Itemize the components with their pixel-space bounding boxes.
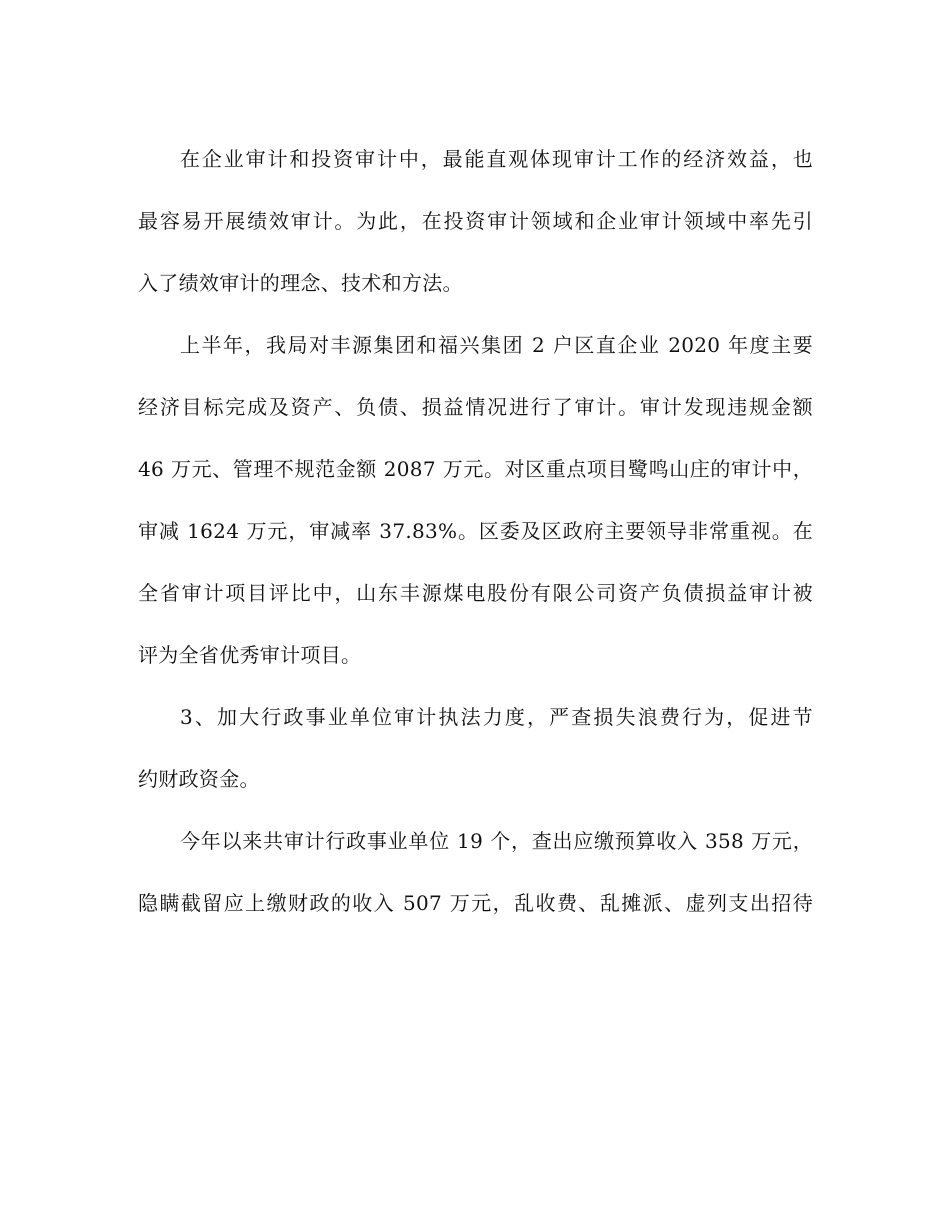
text-line: 全省审计项目评比中，山东丰源煤电股份有限公司资产负债损益审计被 <box>138 581 813 605</box>
text-line: 审减 1624 万元，审减率 37.83%。区委及区政府主要领导非常重视。在 <box>138 519 813 543</box>
text-line: 隐瞒截留应上缴财政的收入 507 万元，乱收费、乱摊派、虚列支出招待 <box>138 891 813 915</box>
text-line: 上半年，我局对丰源集团和福兴集团 2 户区直企业 2020 年度主要 <box>180 333 813 357</box>
paragraph-1 <box>138 128 813 314</box>
text-line: 今年以来共审计行政事业单位 19 个，查出应缴预算收入 358 万元， <box>180 829 813 853</box>
text-line: 经济目标完成及资产、负债、损益情况进行了审计。审计发现违规金额 <box>138 395 813 419</box>
text-line: 约财政资金。 <box>138 767 260 791</box>
text-line: 最容易开展绩效审计。为此，在投资审计领域和企业审计领域中率先引 <box>138 209 813 233</box>
text-line: 评为全省优秀审计项目。 <box>138 643 362 667</box>
text-line: 3、加大行政事业单位审计执法力度，严查损失浪费行为，促进节 <box>180 705 813 729</box>
paragraph-3 <box>138 686 813 810</box>
paragraph-4 <box>138 810 813 934</box>
text-line: 46 万元、管理不规范金额 2087 万元。对区重点项目鹭鸣山庄的审计中， <box>138 457 813 481</box>
text-line: 入了绩效审计的理念、技术和方法。 <box>138 271 463 295</box>
text-line: 在企业审计和投资审计中，最能直观体现审计工作的经济效益，也 <box>180 147 813 171</box>
document-body <box>138 128 813 934</box>
paragraph-2 <box>138 314 813 686</box>
